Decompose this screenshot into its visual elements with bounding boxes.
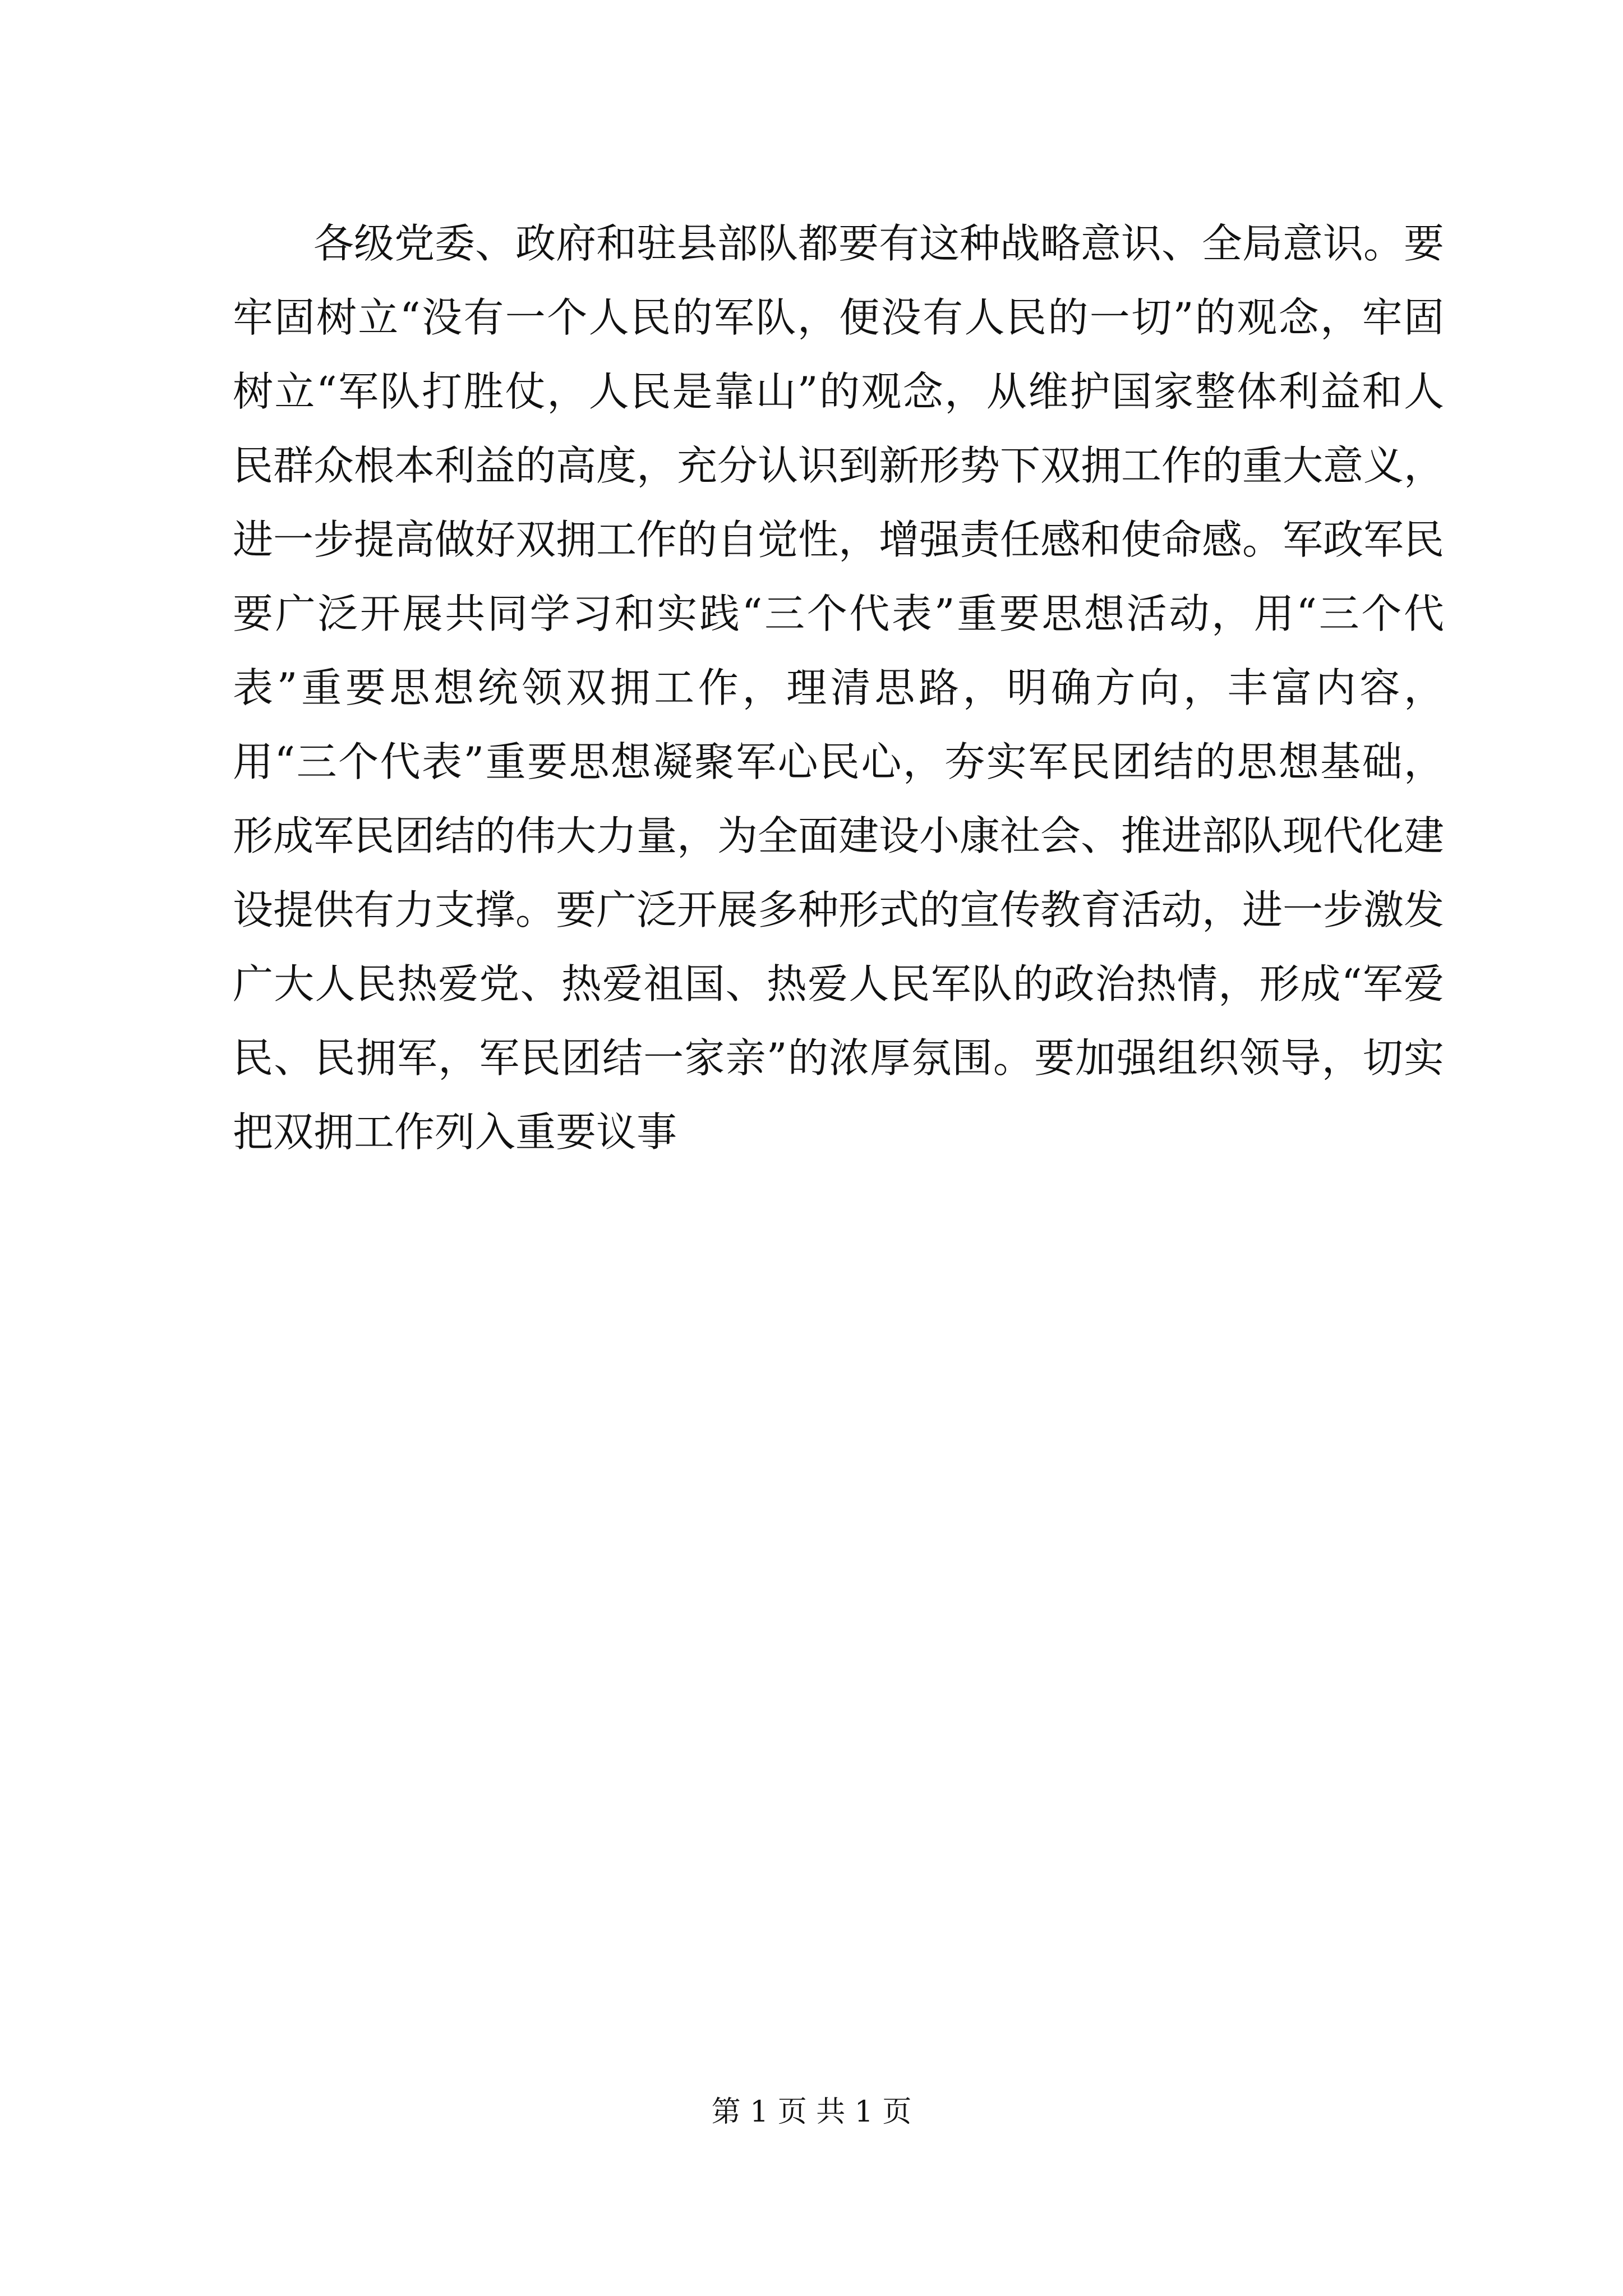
- page-footer: 第 1 页 共 1 页: [711, 2095, 912, 2129]
- body-paragraph: 各级党委、政府和驻县部队都要有这种战略意识、全局意识。要牢固树立“没有一个人民的军队，便没有人民的一切”的观念，牢固树立“军队打胜仗，人民是靠山”的观念，从维护国家整体利益和人民群众根本利益的高度，充分认识到新形势下双拥工作的重大意义，进一步提高做好双拥工作的自觉性，增强责任感和使命感。军政军民要广泛开展共同学习和实践“三个代表”重要思想活动，用“三个代表”重要思想统领双拥工作，理清思路，明确方向，丰富内容，用“三个代表”重要思想凝聚军心民心，夯实军民团结的思想基础，形成军民团结的伟大力量，为全面建设小康社会、推进部队现代化建设提供有力支撑。要广泛开展多种形式的宣传教育活动，进一步激发广大人民热爱党、热爱祖国、热爱人民军队的政治热情，形成“军爱民、民拥军，军民团结一家亲”的浓厚氛围。要加强组织领导，切实把双拥工作列入重要议事: [233, 220, 1445, 1156]
